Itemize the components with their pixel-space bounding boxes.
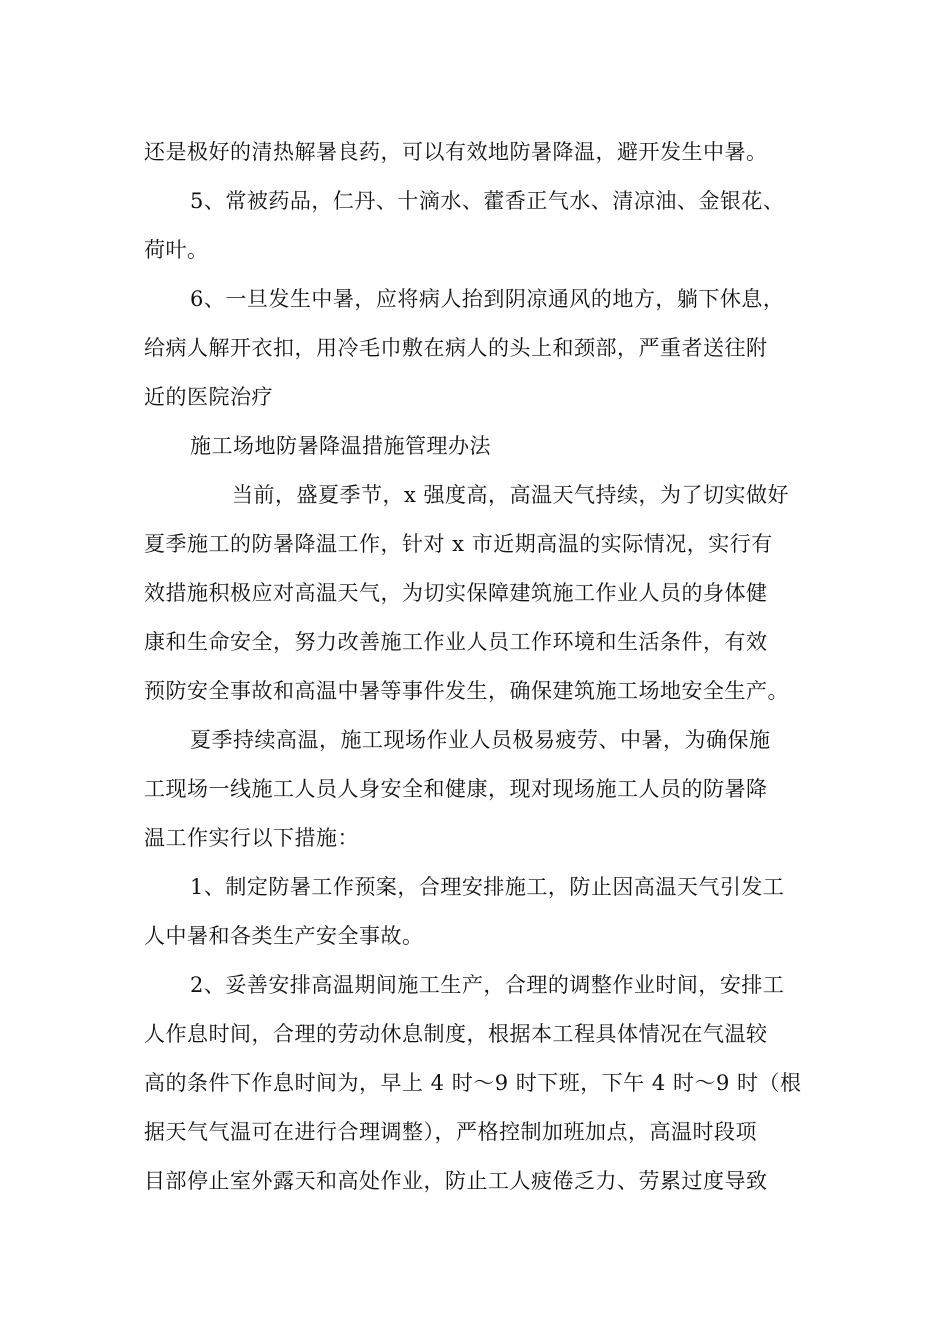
text-line: 人中暑和各类生产安全事故。: [144, 924, 424, 948]
text-line: 2、妥善安排高温期间施工生产，合理的调整作业时间，安排工: [190, 973, 785, 997]
text-line: 工现场一线施工人员人身安全和健康，现对现场施工人员的防暑降: [144, 777, 768, 801]
text-line: 1、制定防暑工作预案，合理安排施工，防止因高温天气引发工: [190, 875, 785, 899]
text-line: 据天气气温可在进行合理调整），严格控制加班加点，高温时段项: [144, 1120, 757, 1144]
text-line: 温工作实行以下措施：: [144, 826, 359, 850]
text-line: 效措施积极应对高温天气，为切实保障建筑施工作业人员的身体健: [144, 581, 768, 605]
text-line: 近的医院治疗: [144, 385, 273, 409]
text-line: 高的条件下作息时间为，早上 4 时～9 时下班，下午 4 时～9 时（根: [144, 1071, 802, 1095]
text-line: 当前，盛夏季节，x 强度高，高温天气持续，为了切实做好: [232, 483, 790, 507]
text-line: 预防安全事故和高温中暑等事件发生，确保建筑施工场地安全生产。: [144, 679, 789, 703]
text-line: 康和生命安全，努力改善施工作业人员工作环境和生活条件，有效: [144, 630, 768, 654]
text-line: 还是极好的清热解暑良药，可以有效地防暑降温，避开发生中暑。: [144, 140, 768, 164]
text-line: 6、一旦发生中暑，应将病人抬到阴凉通风的地方，躺下休息，: [190, 287, 785, 311]
section-heading: 施工场地防暑降温措施管理办法: [190, 434, 491, 458]
text-line: 5、常被药品，仁丹、十滴水、藿香正气水、清凉油、金银花、: [190, 189, 785, 213]
text-line: 人作息时间，合理的劳动休息制度，根据本工程具体情况在气温较: [144, 1022, 768, 1046]
text-line: 夏季持续高温，施工现场作业人员极易疲劳、中暑，为确保施: [190, 728, 771, 752]
text-line: 目部停止室外露天和高处作业，防止工人疲倦乏力、劳累过度导致: [144, 1169, 768, 1193]
text-line: 夏季施工的防暑降温工作，针对 x 市近期高温的实际情况，实行有: [144, 532, 773, 556]
text-line: 给病人解开衣扣，用冷毛巾敷在病人的头上和颈部，严重者送往附: [144, 336, 768, 360]
text-line: 荷叶。: [144, 238, 209, 262]
